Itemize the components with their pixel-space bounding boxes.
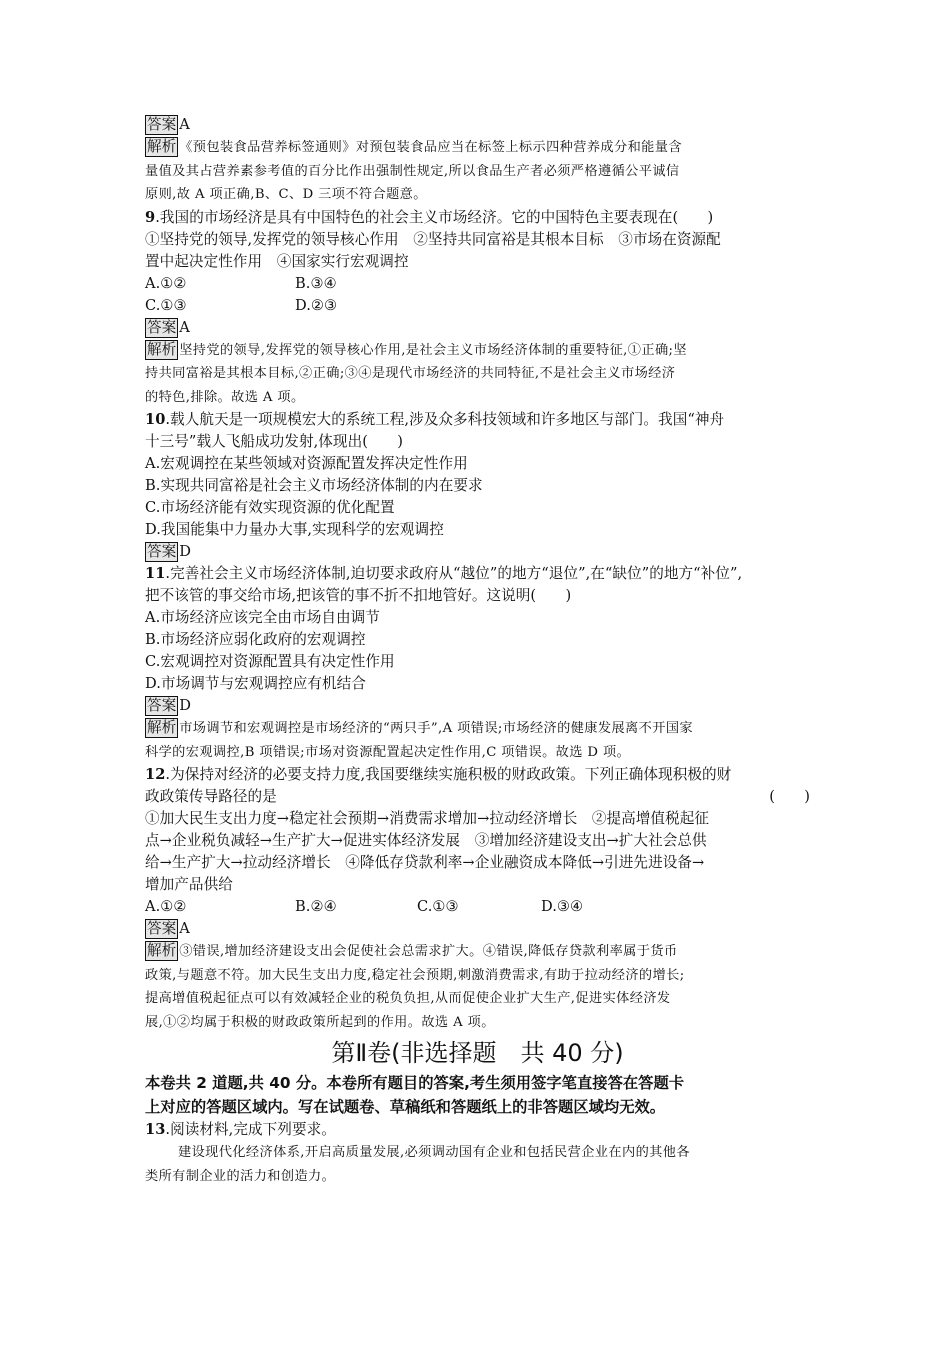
q10-number: 10 xyxy=(145,411,166,428)
q9-analysis-line-1: 解析 坚持党的领导,发挥党的领导核心作用,是社会主义市场经济体制的重要特征,①正确;坚 xyxy=(147,340,687,358)
q8-answer-line xyxy=(145,114,810,136)
q8-answer: A xyxy=(179,116,190,133)
q11-option-c: C.宏观调控对资源配置具有决定性作用 xyxy=(145,653,395,670)
q11-number: 11 xyxy=(145,565,166,582)
q11-answer-line xyxy=(145,695,810,717)
answer-tag: 答案 xyxy=(147,318,177,336)
section-2-title: 第Ⅱ卷(非选择题 共 40 分) xyxy=(331,1039,624,1067)
q13-material-line-1: 建设现代化经济体系,开启高质量发展,必须调动国有企业和包括民营企业在内的其他各 xyxy=(178,1145,690,1160)
q13-number: 13 xyxy=(145,1121,166,1138)
q9-stem-line-2: ①坚持党的领导,发挥党的领导核心作用 ②坚持共同富裕是其根本目标 ③市场在资源配 xyxy=(145,230,721,248)
q10-option-a: A.宏观调控在某些领域对资源配置发挥决定性作用 xyxy=(145,455,468,472)
q8-analysis-line-1: 解析 《预包装食品营养标签通则》对预包装食品应当在标签上标示四种营养成分和能量含 xyxy=(147,138,682,155)
q10-option-d: D.我国能集中力量办大事,实现科学的宏观调控 xyxy=(145,521,444,538)
section-2-note-line-2: 上对应的答题区域内。写在试题卷、草稿纸和答题纸上的非答题区域均无效。 xyxy=(145,1098,666,1116)
q13-stem: 13.阅读材料,完成下列要求。 xyxy=(145,1121,336,1138)
q12-analysis-line-4: 展,①②均属于积极的财政政策所起到的作用。故选 A 项。 xyxy=(145,1014,495,1030)
q9-analysis-line-3: 的特色,排除。故选 A 项。 xyxy=(145,389,305,405)
q9-options-row-1 xyxy=(145,273,810,295)
answer-tag: 答案 xyxy=(147,920,177,937)
q10-stem-line-2: 十三号”载人飞船成功发射,体现出( ) xyxy=(145,433,403,450)
answer-tag: 答案 xyxy=(147,116,177,133)
q12-answer: A xyxy=(179,920,190,937)
q12-option-d: D.③④ xyxy=(541,898,584,915)
q11-option-b: B.市场经济应弱化政府的宏观调控 xyxy=(145,631,366,648)
q12-option-b: B.②④ xyxy=(295,898,337,915)
q12-stem-line-4: 点→企业税负减轻→生产扩大→促进实体经济发展 ③增加经济建设支出→扩大社会总供 xyxy=(145,832,707,849)
q12-analysis-line-2: 政策,与题意不符。加大民生支出力度,稳定社会预期,刺激消费需求,有助于拉动经济的增长; xyxy=(145,967,685,983)
answer-tag: 答案 xyxy=(147,543,177,560)
analysis-tag: 解析 xyxy=(147,942,177,959)
q11-option-d: D.市场调节与宏观调控应有机结合 xyxy=(145,675,366,692)
q12-stem-line-1: 12.为保持对经济的必要支持力度,我国要继续实施积极的财政政策。下列正确体现积极的财 xyxy=(145,766,732,783)
q11-stem-line-1: 11.完善社会主义市场经济体制,迫切要求政府从“越位”的地方“退位”,在“缺位”的地方“补位”, xyxy=(145,565,743,582)
q10-answer: D xyxy=(179,543,191,560)
analysis-tag: 解析 xyxy=(147,138,177,155)
q12-stem-line-5: 给→生产扩大→拉动经济增长 ④降低存贷款利率→企业融资成本降低→引进先进设备→ xyxy=(145,854,705,871)
q12-answer-line xyxy=(145,918,810,940)
q12-answer-paren: ( ) xyxy=(769,788,810,805)
q8-analysis-line-3: 原则,故 A 项正确,B、C、D 三项不符合题意。 xyxy=(145,187,427,202)
q9-answer-line xyxy=(145,317,810,339)
q9-option-d: D.②③ xyxy=(295,296,338,314)
q10-stem-line-1: 10.载人航天是一项规模宏大的系统工程,涉及众多科技领域和许多地区与部门。我国“神舟 xyxy=(145,411,725,428)
q10-option-b: B.实现共同富裕是社会主义市场经济体制的内在要求 xyxy=(145,477,483,494)
q12-analysis-line-3: 提高增值税起征点可以有效减轻企业的税负负担,从而促使企业扩大生产,促进实体经济发 xyxy=(145,991,671,1006)
q13-material-line-2: 类所有制企业的活力和创造力。 xyxy=(145,1168,336,1184)
q11-stem-line-2: 把不该管的事交给市场,把该管的事不折不扣地管好。这说明( ) xyxy=(145,587,572,604)
answer-tag: 答案 xyxy=(147,697,177,714)
q11-analysis-line-2: 科学的宏观调控,B 项错误;市场对资源配置起决定性作用,C 项错误。故选 D 项。 xyxy=(145,744,631,760)
q9-answer: A xyxy=(179,318,190,336)
analysis-tag: 解析 xyxy=(147,719,177,736)
q9-option-c: C.①③ xyxy=(145,296,187,314)
analysis-tag: 解析 xyxy=(147,340,177,358)
q12-stem-line-2: 政政策传导路径的是 ( ) xyxy=(145,786,810,808)
q11-answer: D xyxy=(179,697,191,714)
q10-option-c: C.市场经济能有效实现资源的优化配置 xyxy=(145,499,395,516)
q9-option-b: B.③④ xyxy=(295,274,337,292)
q11-analysis-line-1: 解析 市场调节和宏观调控是市场经济的“两只手”,A 项错误;市场经济的健康发展离不开国家 xyxy=(147,719,693,736)
q12-option-a: A.①② xyxy=(145,898,187,915)
q9-number: 9 xyxy=(145,208,156,226)
q10-answer-line xyxy=(145,541,810,563)
q12-stem-line-3: ①加大民生支出力度→稳定社会预期→消费需求增加→拉动经济增长 ②提高增值税起征 xyxy=(145,810,710,827)
q12-number: 12 xyxy=(145,766,166,783)
q9-stem-line-3: 置中起决定性作用 ④国家实行宏观调控 xyxy=(145,252,409,270)
section-2-note-line-1: 本卷共 2 道题,共 40 分。本卷所有题目的答案,考生须用签字笔直接答在答题卡 xyxy=(145,1074,685,1092)
q12-stem-line-6: 增加产品供给 xyxy=(145,876,233,893)
document-page xyxy=(145,114,810,1188)
q12-option-c: C.①③ xyxy=(417,898,459,915)
q9-option-a: A.①② xyxy=(145,274,187,292)
q12-options-row xyxy=(145,896,810,918)
q8-analysis-line-2: 量值及其占营养素参考值的百分比作出强制性规定,所以食品生产者必须严格遵循公平诚信 xyxy=(145,163,680,179)
q12-analysis-line-1: 解析 ③错误,增加经济建设支出会促使社会总需求扩大。④错误,降低存贷款利率属于货币 xyxy=(147,942,678,959)
q9-options-row-2 xyxy=(145,295,810,317)
q11-option-a: A.市场经济应该完全由市场自由调节 xyxy=(145,609,380,626)
q9-stem-line-1: 9.我国的市场经济是具有中国特色的社会主义市场经济。它的中国特色主要表现在( ) xyxy=(145,208,714,226)
q9-analysis-line-2: 持共同富裕是其根本目标,②正确;③④是现代市场经济的共同特征,不是社会主义市场经济 xyxy=(145,366,676,381)
